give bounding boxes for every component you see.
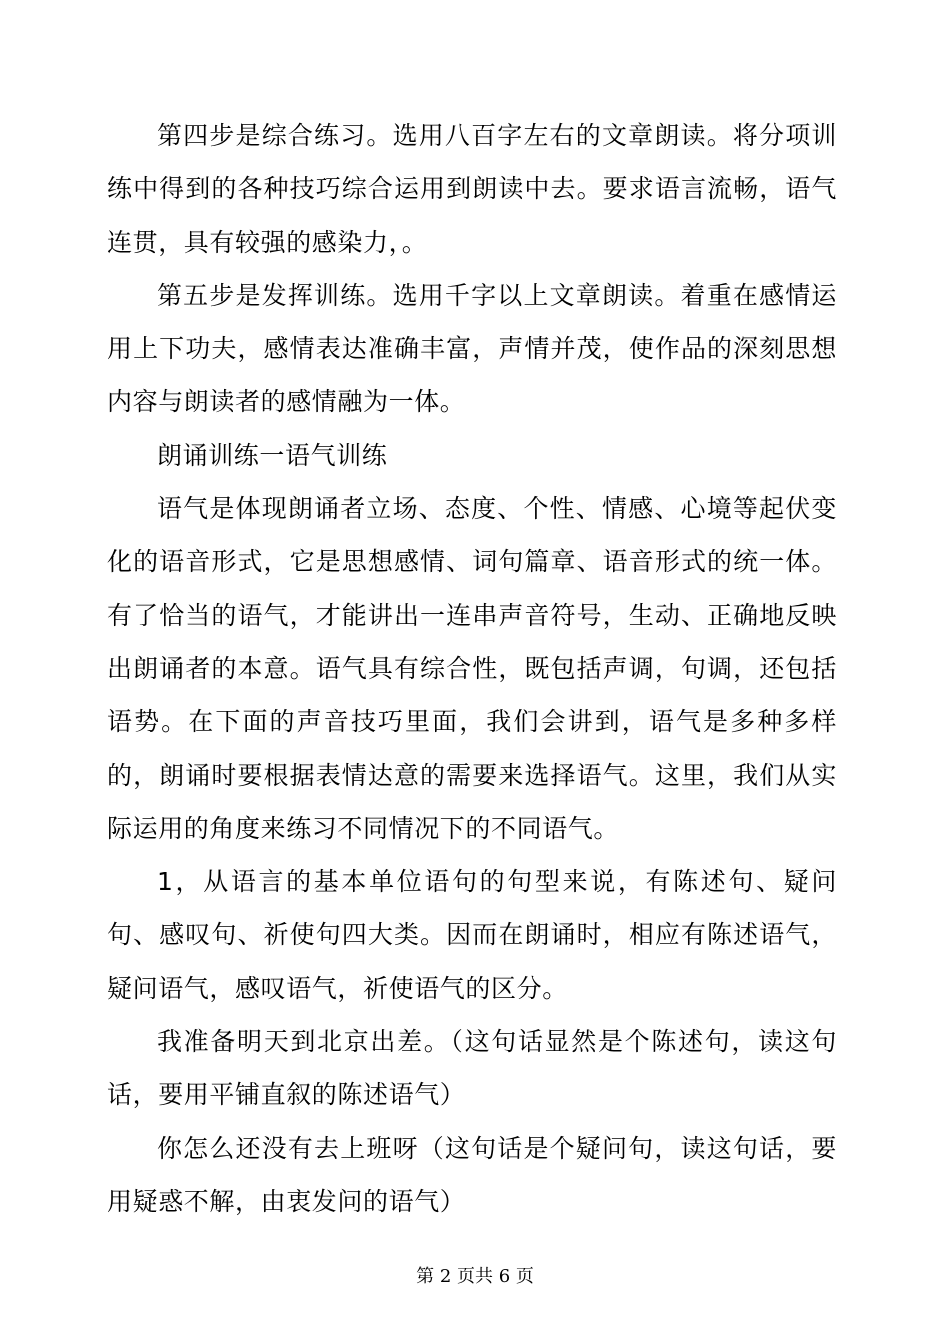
paragraph-sentence-types: 1，从语言的基本单位语句的句型来说，有陈述句、疑问句、感叹句、祈使句四大类。因而在朗诵时，相应有陈述语气，疑问语气，感叹语气，祈使语气的区分。 xyxy=(107,867,837,1003)
section-heading: 朗诵训练一语气训练 xyxy=(157,440,388,470)
paragraph-declarative-example: 我准备明天到北京出差。（这句话显然是个陈述句，读这句话，要用平铺直叙的陈述语气） xyxy=(107,1027,837,1110)
paragraph-step-four: 第四步是综合练习。选用八百字左右的文章朗读。将分项训练中得到的各种技巧综合运用到朗读中去。要求语言流畅，语气连贯，具有较强的感染力，。 xyxy=(107,121,837,257)
paragraph-tone-definition: 语气是体现朗诵者立场、态度、个性、情感、心境等起伏变化的语音形式，它是思想感情、词句篇章、语音形式的统一体。有了恰当的语气，才能讲出一连串声音符号，生动、正确地反映出朗诵者的本意。语气具有综合性，既包括声调，句调，还包括语势。在下面的声音技巧里面，我们会讲到，语气是多种多样的，朗诵时要根据表情达意的需要来选择语气。这里，我们从实际运用的角度来练习不同情况下的不同语气。 xyxy=(107,494,837,843)
paragraph-step-five: 第五步是发挥训练。选用千字以上文章朗读。着重在感情运用上下功夫，感情表达准确丰富，声情并茂，使作品的深刻思想内容与朗读者的感情融为一体。 xyxy=(107,280,837,417)
page-number-footer: 第 2 页共 6 页 xyxy=(416,1266,534,1287)
document-body xyxy=(107,109,837,1228)
paragraph-interrogative-example: 你怎么还没有去上班呀（这句话是个疑问句，读这句话，要用疑惑不解，由衷发问的语气） xyxy=(107,1133,837,1216)
